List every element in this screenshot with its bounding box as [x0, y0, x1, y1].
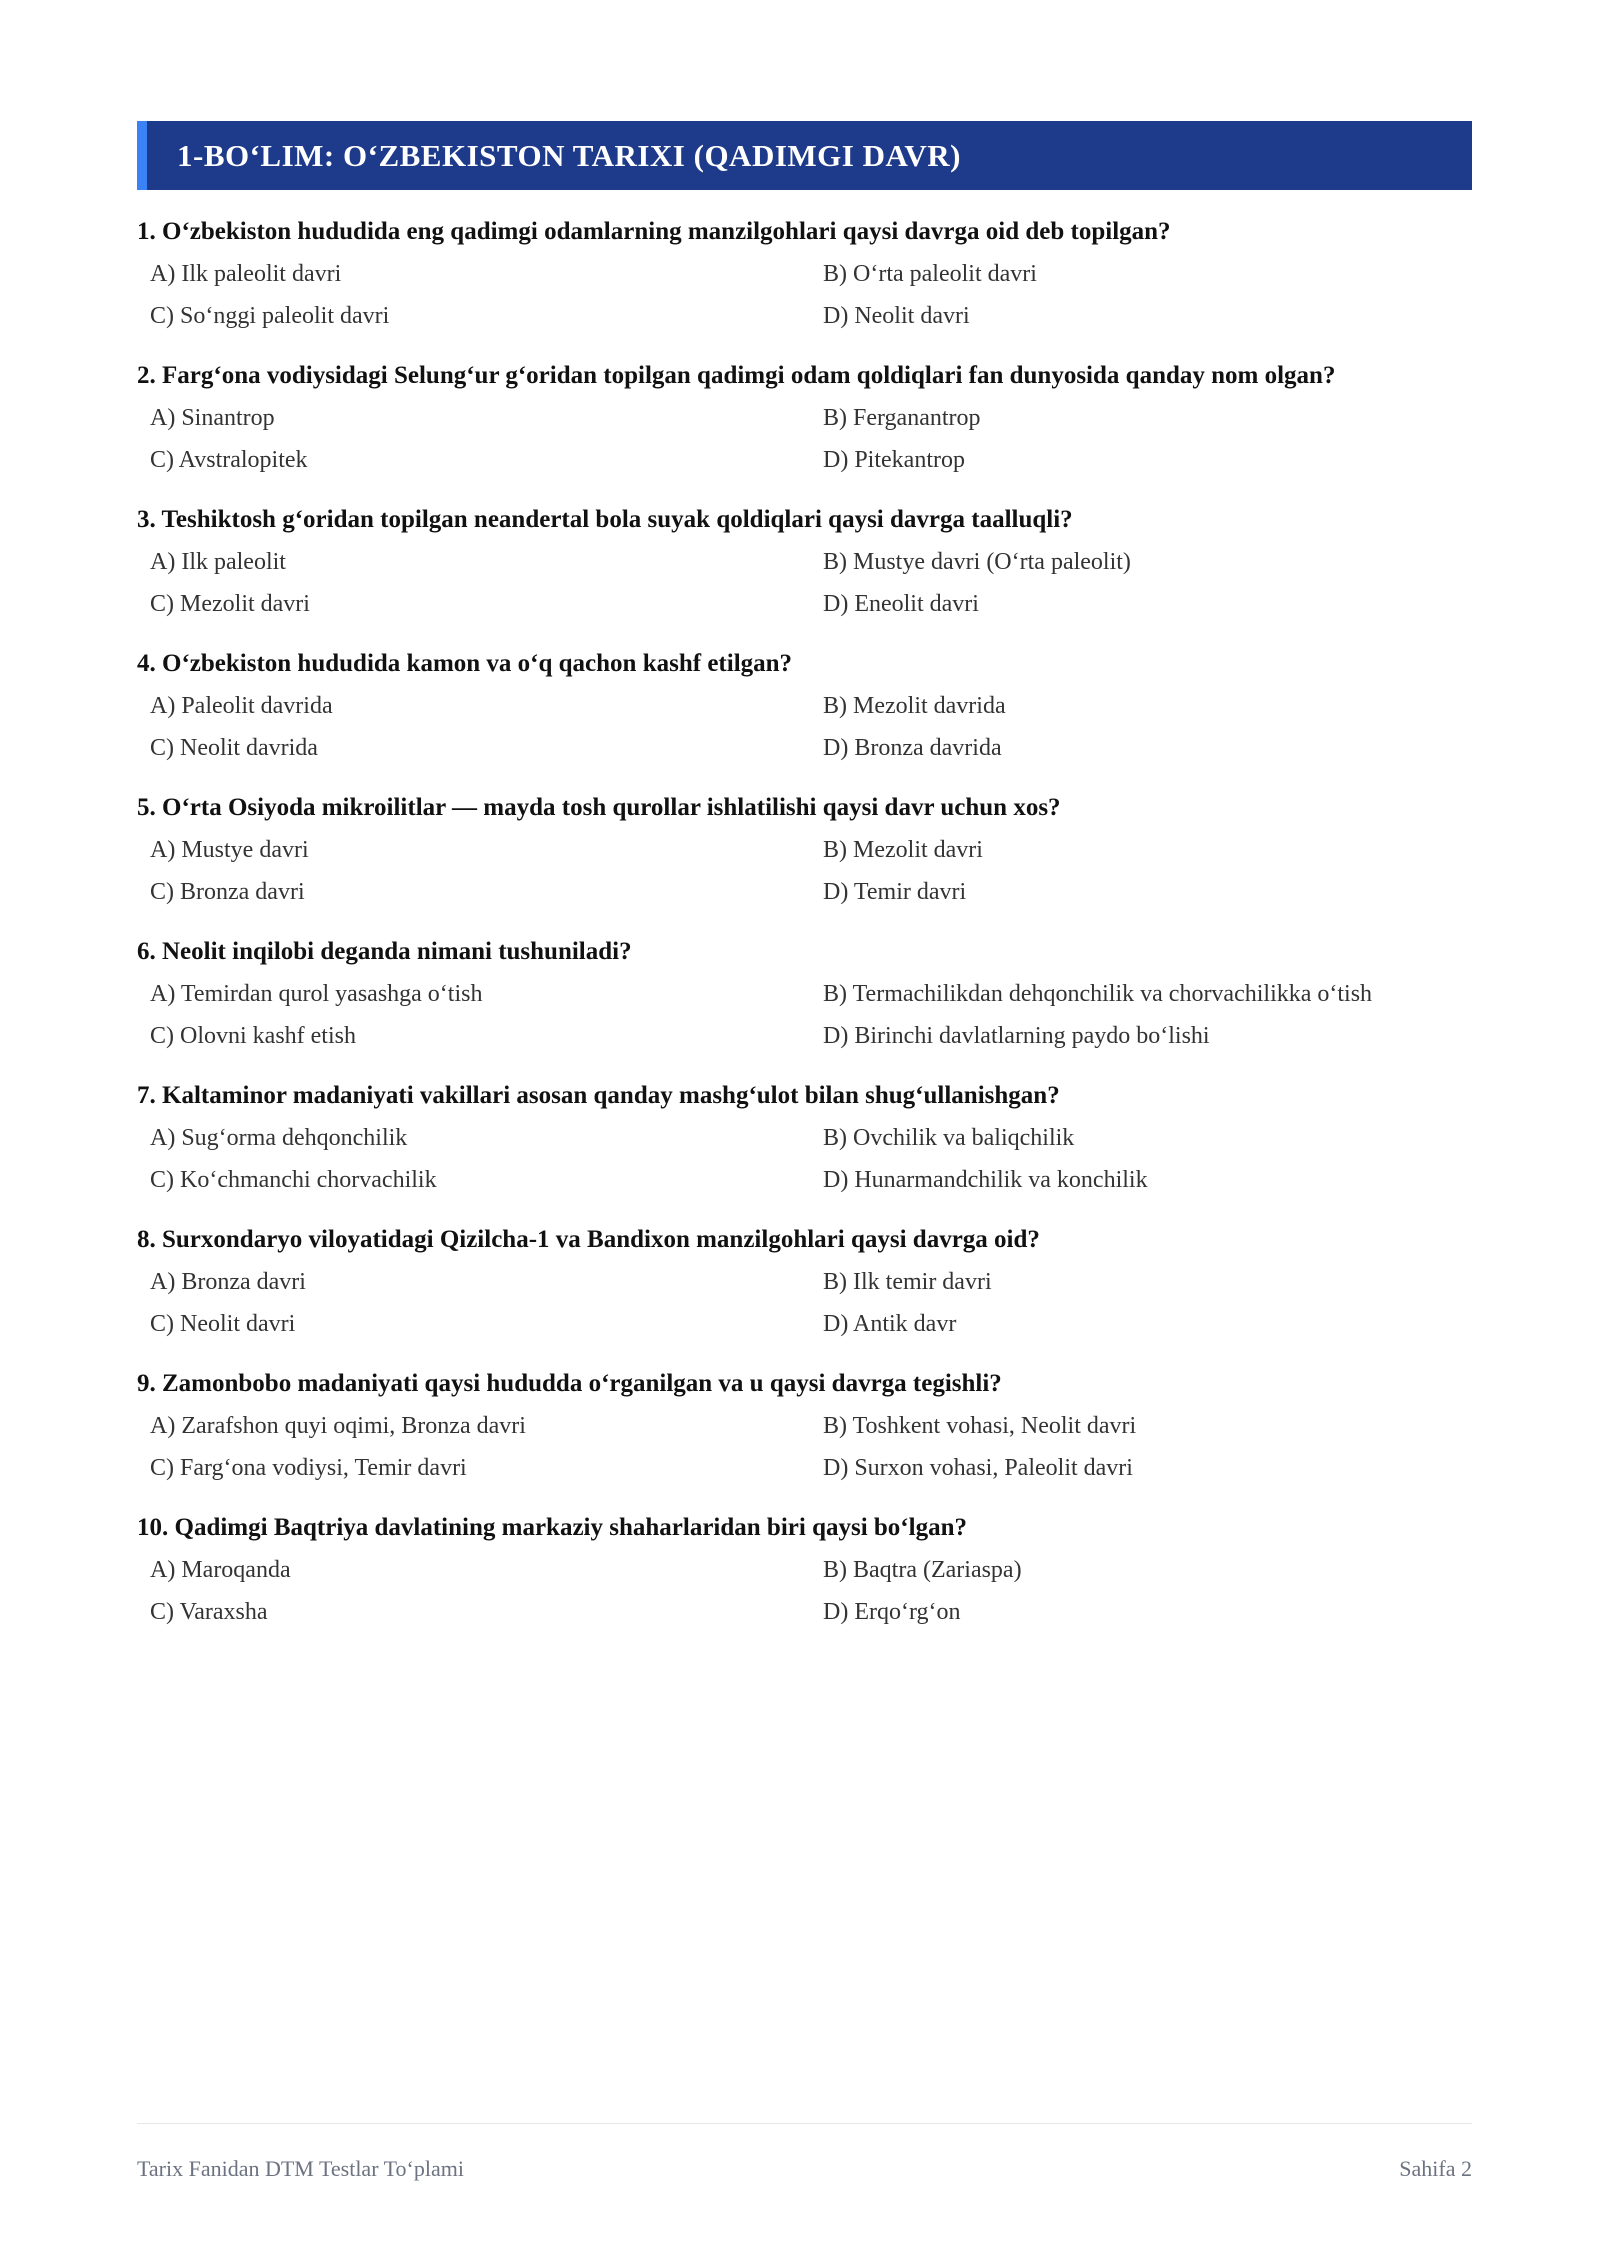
option-c: C) Farg‘ona vodiysi, Temir davri — [150, 1455, 467, 1481]
option-b: B) Baqtra (Zariaspa) — [823, 1557, 1022, 1583]
option-c: C) Varaxsha — [150, 1599, 268, 1625]
option-c: C) So‘nggi paleolit davri — [150, 303, 390, 329]
question-item — [137, 788, 1472, 932]
option-c: C) Olovni kashf etish — [150, 1023, 356, 1049]
option-d: D) Hunarmandchilik va konchilik — [823, 1167, 1148, 1193]
option-b: B) Ovchilik va baliqchilik — [823, 1125, 1075, 1151]
question-text: 3. Teshiktosh g‘oridan topilgan neandertal bola suyak qoldiqlari qaysi davrga taalluqli? — [137, 506, 1073, 533]
section-header — [137, 121, 1472, 190]
question-item — [137, 1508, 1472, 1652]
option-a: A) Sug‘orma dehqonchilik — [150, 1125, 408, 1151]
footer-divider — [137, 2123, 1472, 2124]
option-a: A) Ilk paleolit davri — [150, 261, 342, 287]
option-d: D) Eneolit davri — [823, 591, 979, 617]
question-item — [137, 1076, 1472, 1220]
option-c: C) Neolit davrida — [150, 735, 318, 761]
option-b: B) Ilk temir davri — [823, 1269, 992, 1295]
question-item — [137, 356, 1472, 500]
option-d: D) Temir davri — [823, 879, 967, 905]
option-c: C) Neolit davri — [150, 1311, 296, 1337]
option-b: B) Toshkent vohasi, Neolit davri — [823, 1413, 1137, 1439]
option-a: A) Zarafshon quyi oqimi, Bronza davri — [150, 1413, 526, 1439]
option-c: C) Avstralopitek — [150, 447, 308, 473]
question-text: 10. Qadimgi Baqtriya davlatining markaziy shaharlaridan biri qaysi bo‘lgan? — [137, 1514, 967, 1541]
question-text: 6. Neolit inqilobi deganda nimani tushuniladi? — [137, 938, 632, 965]
option-c: C) Ko‘chmanchi chorvachilik — [150, 1167, 437, 1193]
option-a: A) Ilk paleolit — [150, 549, 286, 575]
question-text: 5. O‘rta Osiyoda mikroilitlar — mayda tosh qurollar ishlatilishi qaysi davr uchun xos? — [137, 794, 1061, 821]
question-text: 8. Surxondaryo viloyatidagi Qizilcha-1 va Bandixon manzilgohlari qaysi davrga oid? — [137, 1226, 1040, 1253]
page-number: Sahifa 2 — [1399, 2156, 1472, 2181]
option-a: A) Bronza davri — [150, 1269, 306, 1295]
question-item — [137, 644, 1472, 788]
option-a: A) Paleolit davrida — [150, 693, 333, 719]
question-list — [137, 212, 1472, 1652]
option-b: B) Mustye davri (O‘rta paleolit) — [823, 549, 1131, 575]
option-d: D) Neolit davri — [823, 303, 970, 329]
question-text: 9. Zamonbobo madaniyati qaysi hududda o‘rganilgan va u qaysi davrga tegishli? — [137, 1370, 1002, 1397]
question-item — [137, 1220, 1472, 1364]
option-b: B) Termachilikdan dehqonchilik va chorvachilikka o‘tish — [823, 981, 1373, 1007]
question-text: 2. Farg‘ona vodiysidagi Selung‘ur g‘oridan topilgan qadimgi odam qoldiqlari fan dunyosida qanday nom olgan? — [137, 362, 1336, 389]
option-a: A) Maroqanda — [150, 1557, 291, 1583]
option-d: D) Bronza davrida — [823, 735, 1002, 761]
option-c: C) Mezolit davri — [150, 591, 310, 617]
option-b: B) Mezolit davri — [823, 837, 983, 863]
option-d: D) Surxon vohasi, Paleolit davri — [823, 1455, 1133, 1481]
option-b: B) O‘rta paleolit davri — [823, 261, 1037, 287]
option-c: C) Bronza davri — [150, 879, 305, 905]
question-text: 7. Kaltaminor madaniyati vakillari asosan qanday mashg‘ulot bilan shug‘ullanishgan? — [137, 1082, 1060, 1109]
footer-title: Tarix Fanidan DTM Testlar To‘plami — [137, 2156, 464, 2181]
option-a: A) Mustye davri — [150, 837, 309, 863]
option-d: D) Antik davr — [823, 1311, 957, 1337]
question-item — [137, 500, 1472, 644]
section-title: 1-BO‘LIM: O‘ZBEKISTON TARIXI (QADIMGI DAVR) — [177, 137, 961, 173]
option-d: D) Birinchi davlatlarning paydo bo‘lishi — [823, 1023, 1210, 1049]
option-a: A) Temirdan qurol yasashga o‘tish — [150, 981, 483, 1007]
question-item — [137, 212, 1472, 356]
option-b: B) Ferganantrop — [823, 405, 981, 431]
question-text: 4. O‘zbekiston hududida kamon va o‘q qachon kashf etilgan? — [137, 650, 793, 677]
question-item — [137, 1364, 1472, 1508]
question-text: 1. O‘zbekiston hududida eng qadimgi odamlarning manzilgohlari qaysi davrga oid deb topilgan? — [137, 218, 1171, 245]
question-item — [137, 932, 1472, 1076]
option-d: D) Pitekantrop — [823, 447, 965, 473]
option-a: A) Sinantrop — [150, 405, 275, 431]
option-d: D) Erqo‘rg‘on — [823, 1599, 961, 1625]
option-b: B) Mezolit davrida — [823, 693, 1006, 719]
